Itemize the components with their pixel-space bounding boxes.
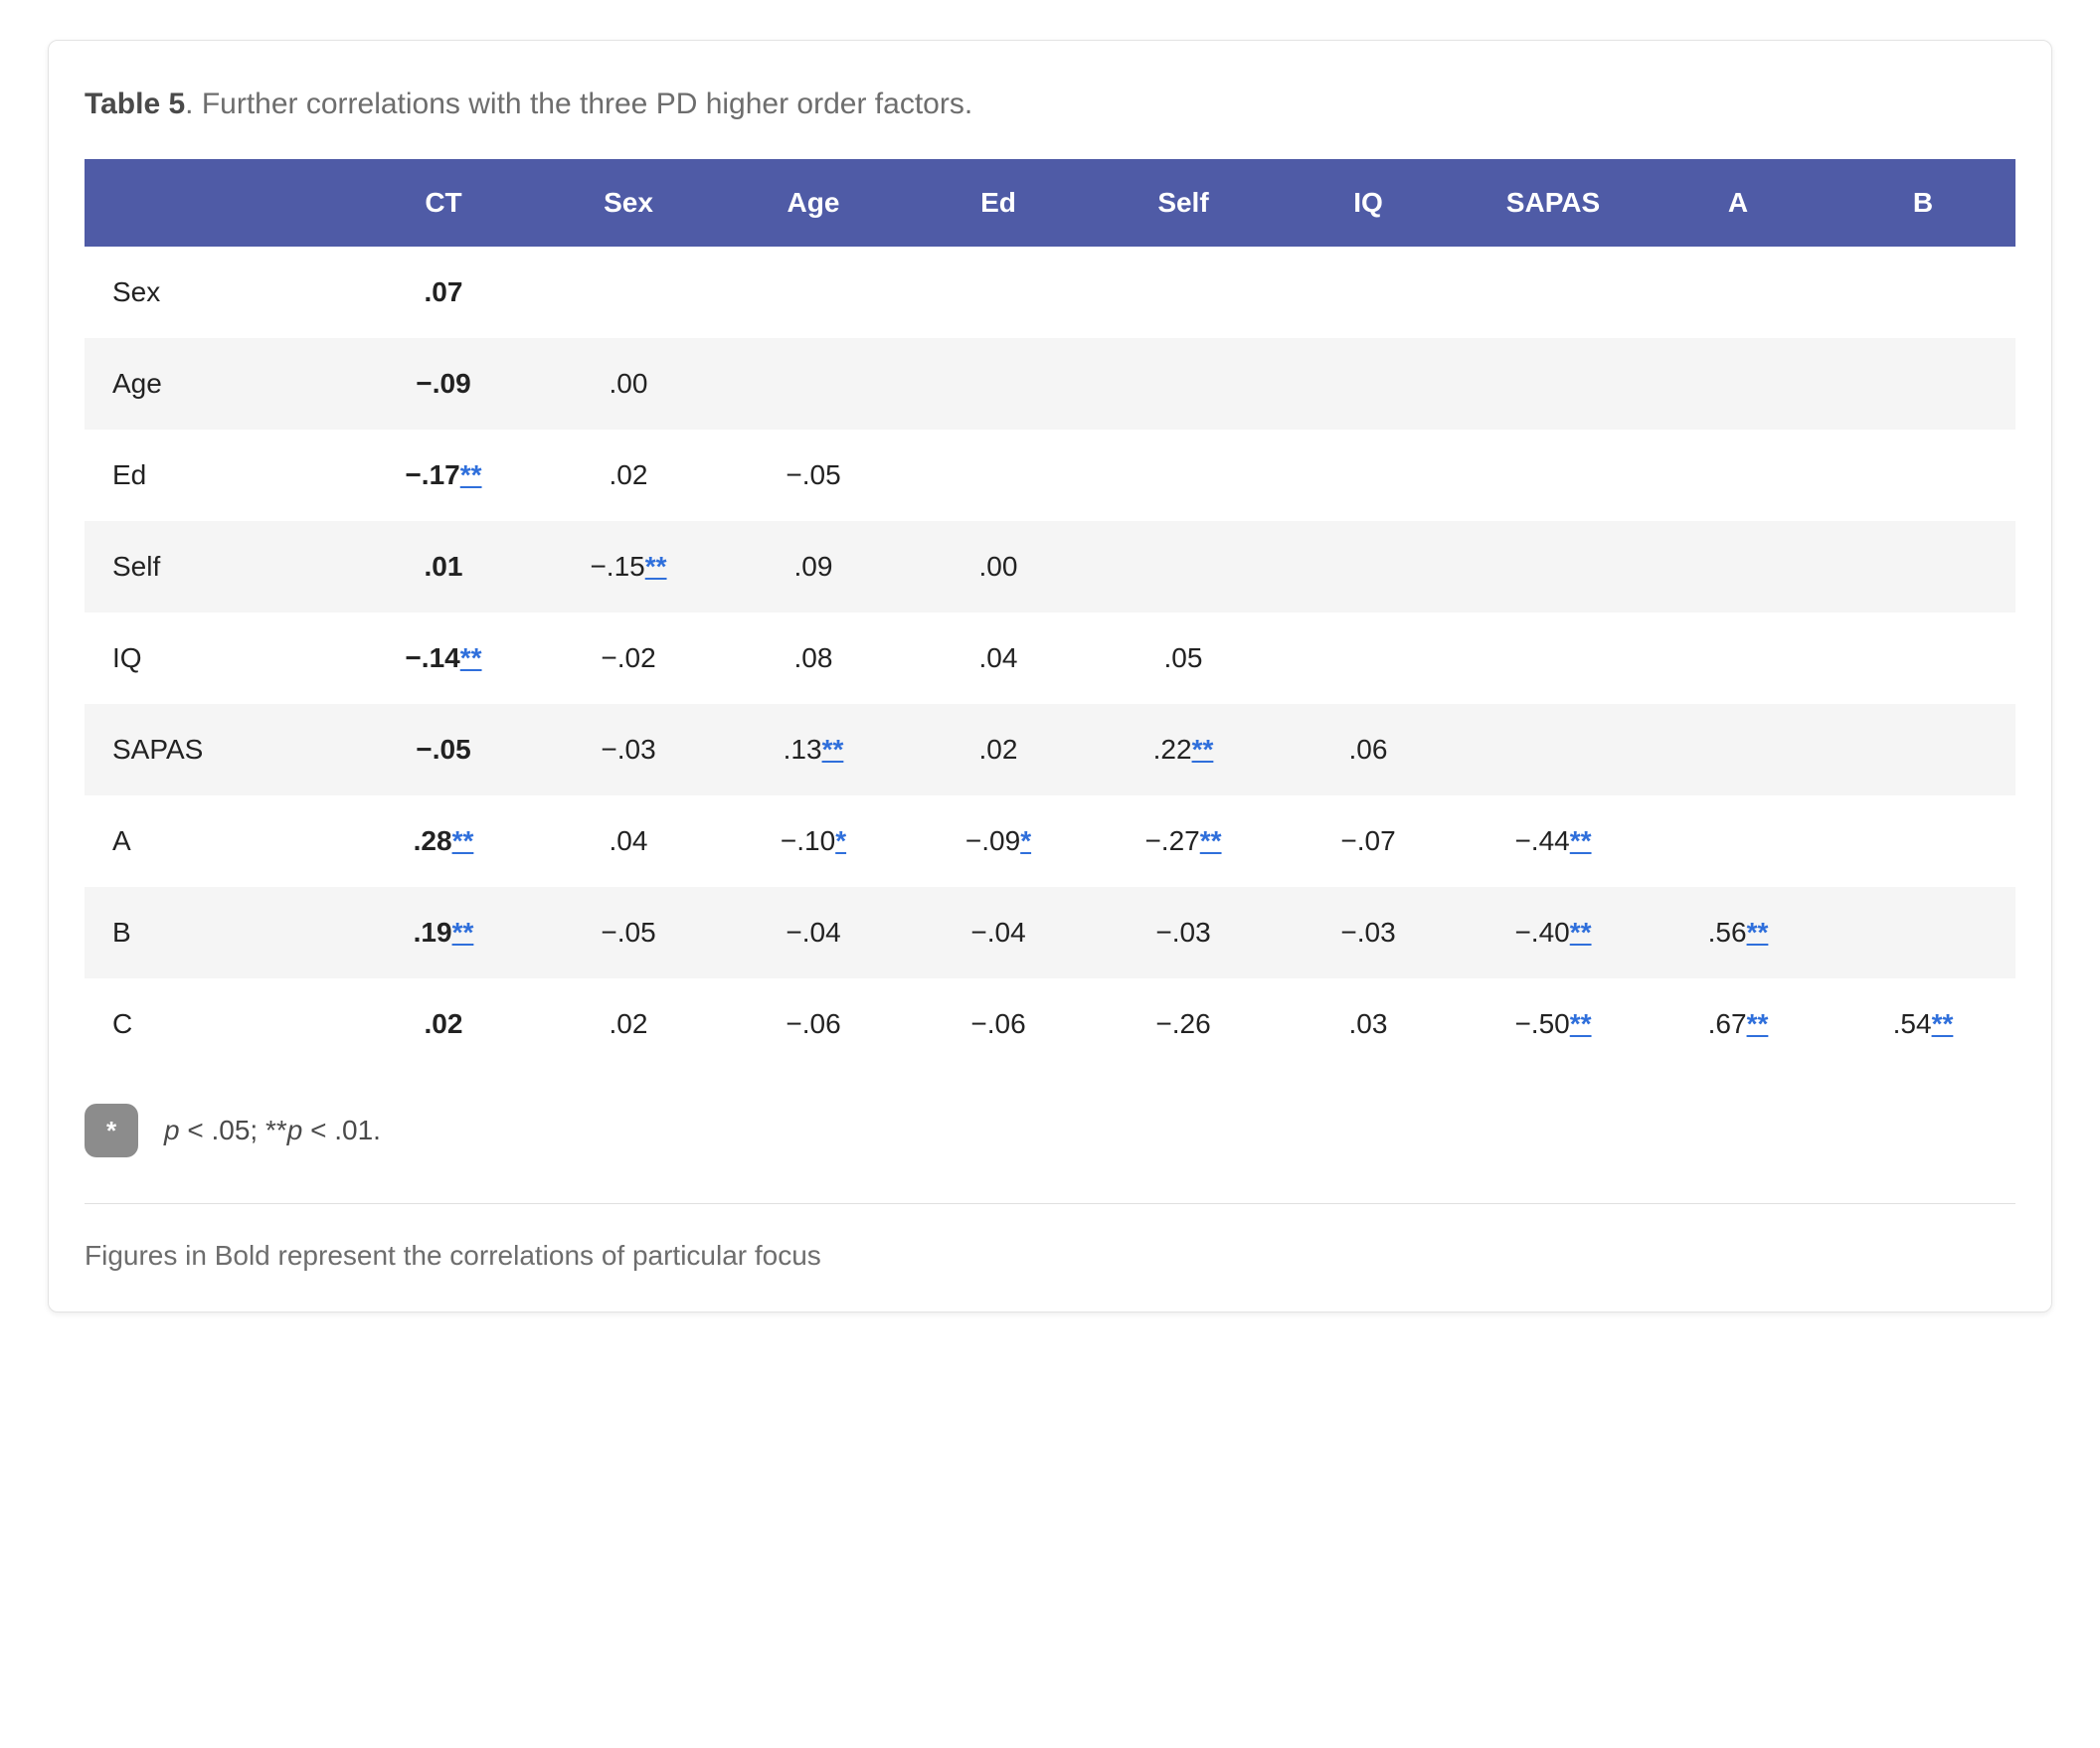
column-header-self: Self [1091, 159, 1276, 247]
table-cell [536, 978, 721, 1070]
table-row [85, 430, 2015, 521]
table-cell [721, 795, 906, 887]
significance-note-text [164, 1115, 381, 1146]
table-cell [1461, 247, 1646, 338]
table-cell [536, 795, 721, 887]
cell-value: .04 [609, 825, 648, 856]
table-cell [1461, 338, 1646, 430]
significance-marker[interactable]: ** [1746, 917, 1769, 948]
table-cell [1646, 795, 1831, 887]
cell-value: .02 [978, 734, 1018, 765]
table-cell [1461, 612, 1646, 704]
table-cell [1276, 338, 1461, 430]
cell-value: −.05 [601, 917, 656, 948]
table-cell [721, 521, 906, 612]
cell-value: −.03 [1340, 917, 1396, 948]
table-cell [351, 338, 536, 430]
table-cell [1646, 521, 1831, 612]
row-header-sex: Sex [112, 276, 161, 307]
note-plain2: < .01. [302, 1115, 381, 1145]
row-header-iq: IQ [112, 642, 142, 673]
table-cell [1831, 430, 2015, 521]
cell-value: .02 [609, 1008, 648, 1039]
cell-value: −.50 [1514, 1008, 1570, 1039]
significance-marker[interactable]: ** [1199, 825, 1222, 856]
cell-value: .01 [424, 551, 463, 582]
table-cell [536, 521, 721, 612]
row-header-sapas: SAPAS [112, 734, 204, 765]
table-cell [906, 247, 1091, 338]
significance-marker[interactable]: * [1020, 825, 1032, 856]
table-cell [721, 430, 906, 521]
table-cell [721, 247, 906, 338]
significance-marker[interactable]: ** [1746, 1008, 1769, 1039]
table-cell [906, 612, 1091, 704]
cell-value: .06 [1348, 734, 1388, 765]
table-cell [1276, 521, 1461, 612]
table-header [85, 159, 2015, 247]
table-cell [1646, 978, 1831, 1070]
table-header-row [85, 159, 2015, 247]
table-cell [536, 430, 721, 521]
significance-marker[interactable]: ** [459, 642, 482, 673]
table-cell [351, 704, 536, 795]
table-cell [1831, 978, 2015, 1070]
table-cell [536, 247, 721, 338]
table-caption-label: Table 5 [85, 87, 186, 120]
table-cell [1831, 338, 2015, 430]
significance-marker[interactable]: ** [644, 551, 667, 582]
significance-marker[interactable]: ** [1191, 734, 1214, 765]
table-cell [1091, 521, 1276, 612]
row-header-self: Self [112, 551, 161, 582]
table-cell [1646, 247, 1831, 338]
column-header-sapas: SAPAS [1461, 159, 1646, 247]
cell-value: −.09 [964, 825, 1021, 856]
cell-value: .00 [609, 368, 648, 399]
row-header-b: B [112, 917, 131, 948]
table-cell [1091, 795, 1276, 887]
column-header-a: A [1646, 159, 1831, 247]
table-row [85, 978, 2015, 1070]
table-row [85, 795, 2015, 887]
cell-value: −.06 [970, 1008, 1026, 1039]
cell-value: −.17 [405, 459, 460, 490]
cell-value: −.03 [1155, 917, 1211, 948]
table-cell [1646, 430, 1831, 521]
significance-note [49, 1070, 2051, 1157]
significance-marker[interactable]: ** [1569, 1008, 1592, 1039]
table-row [85, 704, 2015, 795]
row-header-c: C [112, 1008, 133, 1039]
cell-value: −.14 [405, 642, 460, 673]
column-header-ct: CT [351, 159, 536, 247]
table-cell [906, 521, 1091, 612]
table-cell [1091, 887, 1276, 978]
table-cell [1461, 704, 1646, 795]
table-cell [1276, 887, 1461, 978]
cell-value: .02 [424, 1008, 463, 1039]
table-cell [1831, 887, 2015, 978]
table-cell [1091, 338, 1276, 430]
table-row [85, 247, 2015, 338]
column-header-blank [85, 159, 351, 247]
note-p2: p [286, 1115, 303, 1145]
cell-value: −.40 [1514, 917, 1570, 948]
cell-value: .00 [978, 551, 1018, 582]
table-cell [1831, 795, 2015, 887]
table-row [85, 338, 2015, 430]
cell-value: .56 [1707, 917, 1747, 948]
cell-value: −.26 [1155, 1008, 1211, 1039]
column-header-sex: Sex [536, 159, 721, 247]
cell-value: .54 [1892, 1008, 1932, 1039]
cell-value: .02 [609, 459, 648, 490]
table-cell [536, 887, 721, 978]
table-cell [1461, 887, 1646, 978]
table-cell [906, 795, 1091, 887]
table-cell [1646, 887, 1831, 978]
cell-value: −.04 [970, 917, 1026, 948]
cell-value: −.07 [1340, 825, 1396, 856]
table-cell [906, 338, 1091, 430]
row-header-ed: Ed [112, 459, 147, 490]
table-cell [1461, 978, 1646, 1070]
table-row [85, 887, 2015, 978]
column-header-b: B [1831, 159, 2015, 247]
table-cell [1276, 612, 1461, 704]
cell-value: .22 [1152, 734, 1192, 765]
cell-value: .08 [793, 642, 833, 673]
table-cell [1646, 338, 1831, 430]
table-cell [351, 521, 536, 612]
table-cell [1276, 978, 1461, 1070]
table-cell [1646, 612, 1831, 704]
table-row [85, 612, 2015, 704]
column-header-iq: IQ [1276, 159, 1461, 247]
table-cell [536, 704, 721, 795]
cell-value: −.02 [601, 642, 656, 673]
table-cell [351, 612, 536, 704]
cell-value: −.15 [590, 551, 645, 582]
table-cell [1276, 430, 1461, 521]
cell-value: −.05 [786, 459, 841, 490]
significance-marker[interactable]: ** [459, 459, 482, 490]
table-cell [536, 612, 721, 704]
cell-value: .09 [793, 551, 833, 582]
table-cell [906, 704, 1091, 795]
table-cell [351, 887, 536, 978]
table-cell [351, 247, 536, 338]
cell-value: .04 [978, 642, 1018, 673]
table-cell [1831, 521, 2015, 612]
cell-value: −.44 [1514, 825, 1570, 856]
table-cell [906, 430, 1091, 521]
table-cell [1091, 247, 1276, 338]
table-cell [1091, 612, 1276, 704]
table-cell [536, 338, 721, 430]
cell-value: .05 [1163, 642, 1203, 673]
cell-value: .67 [1707, 1008, 1747, 1039]
table-cell [1276, 247, 1461, 338]
table-cell [1091, 430, 1276, 521]
cell-value: .03 [1348, 1008, 1388, 1039]
table-cell [1461, 521, 1646, 612]
significance-marker[interactable]: ** [1569, 917, 1592, 948]
table-cell [1091, 704, 1276, 795]
table-cell [721, 612, 906, 704]
correlation-table [85, 159, 2015, 1070]
cell-value: .07 [424, 276, 463, 307]
cell-value: −.06 [786, 1008, 841, 1039]
cell-value: .28 [413, 825, 452, 856]
table-cell [1276, 704, 1461, 795]
table-cell [721, 704, 906, 795]
table-cell [1831, 247, 2015, 338]
table-caption [49, 41, 2051, 159]
note-plain1: < .05; ** [179, 1115, 287, 1145]
table-cell [906, 978, 1091, 1070]
table-cell [721, 338, 906, 430]
row-header-age: Age [112, 368, 162, 399]
table-cell [906, 887, 1091, 978]
table-cell [1831, 612, 2015, 704]
significance-marker[interactable]: ** [451, 917, 474, 948]
cell-value: −.27 [1144, 825, 1200, 856]
cell-value: −.10 [780, 825, 836, 856]
significance-marker[interactable]: ** [1931, 1008, 1954, 1039]
table-cell [1646, 704, 1831, 795]
table-cell [1831, 704, 2015, 795]
table-cell [351, 795, 536, 887]
cell-value: −.09 [416, 368, 471, 399]
significance-marker[interactable]: * [835, 825, 847, 856]
significance-marker[interactable]: ** [1569, 825, 1592, 856]
table-cell [351, 978, 536, 1070]
cell-value: −.04 [786, 917, 841, 948]
cell-value: −.05 [416, 734, 471, 765]
asterisk-badge-icon: * [85, 1104, 138, 1157]
table-cell [721, 978, 906, 1070]
cell-value: −.03 [601, 734, 656, 765]
table-cell [1461, 795, 1646, 887]
significance-marker[interactable]: ** [821, 734, 844, 765]
note-p1: p [164, 1115, 180, 1145]
table-cell [351, 430, 536, 521]
table-cell [1461, 430, 1646, 521]
table-card [48, 40, 2052, 1312]
table-cell [721, 887, 906, 978]
table-cell [1276, 795, 1461, 887]
column-header-ed: Ed [906, 159, 1091, 247]
table-caption-text: . Further correlations with the three PD higher order factors. [185, 87, 973, 120]
table-row [85, 521, 2015, 612]
significance-marker[interactable]: ** [451, 825, 474, 856]
column-header-age: Age [721, 159, 906, 247]
cell-value: .19 [413, 917, 452, 948]
table-footnote: Figures in Bold represent the correlations of particular focus [85, 1240, 821, 1271]
row-header-a: A [112, 825, 131, 856]
table-cell [1091, 978, 1276, 1070]
table-body [85, 247, 2015, 1070]
cell-value: .13 [783, 734, 822, 765]
